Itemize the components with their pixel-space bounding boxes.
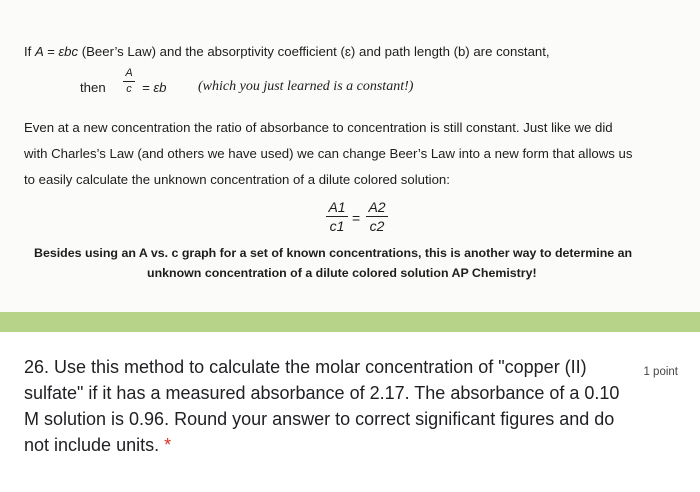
epsilon-b: = ɛb <box>142 80 167 95</box>
body-line-1: Even at a new concentration the ratio of absorbance to concentration is still constant. Just like we did <box>24 120 613 135</box>
points-label: 1 point <box>643 366 678 378</box>
body-line-2: with Charles’s Law (and others we have used) we can change Beer’s Law into a new form that allows us <box>24 146 633 161</box>
constant-note: (which you just learned is a constant!) <box>198 79 414 94</box>
intro-prefix: If <box>24 44 35 59</box>
ratio-a1-c1 <box>326 200 348 233</box>
formula-bar-1 <box>326 216 348 217</box>
formula-equals: = <box>352 210 361 226</box>
note-line-1: Besides using an A vs. c graph for a set of known concentrations, this is another way to determine an <box>34 246 633 260</box>
question-text: 26. Use this method to calculate the molar concentration of "copper (II) sulfate" if it has a measured absorbance of 2.17. The absorbance of a 0.10 M solution is 0.96. Round your answer to correct significant figures and do not include units. <box>24 357 620 455</box>
formula-bar-2 <box>366 216 388 217</box>
then-word: then <box>80 80 106 95</box>
intro-rest: (Beer’s Law) and the absorptivity coefficient (ɛ) and path length (b) are constant, <box>78 44 550 59</box>
beers-law-equation: A = ɛbc <box>35 44 79 59</box>
beers-law-statement <box>24 44 550 59</box>
fraction-bar <box>123 81 135 82</box>
fraction-numerator: A <box>125 67 133 79</box>
required-asterisk: * <box>164 435 172 455</box>
formula-c2: c2 <box>369 218 385 234</box>
note-line-2: unknown concentration of a dilute colored solution AP Chemistry! <box>147 266 537 280</box>
ratio-a2-c2 <box>366 200 388 233</box>
formula-a1: A1 <box>328 199 346 215</box>
fraction-denominator: c <box>126 83 132 95</box>
formula-a2: A2 <box>368 199 386 215</box>
body-line-3: to easily calculate the unknown concentration of a dilute colored solution: <box>24 172 450 187</box>
formula-c1: c1 <box>329 218 345 234</box>
a-over-c-fraction <box>123 68 135 95</box>
question-text-block <box>24 354 624 458</box>
separator-band <box>0 312 700 332</box>
question-card <box>0 332 700 492</box>
